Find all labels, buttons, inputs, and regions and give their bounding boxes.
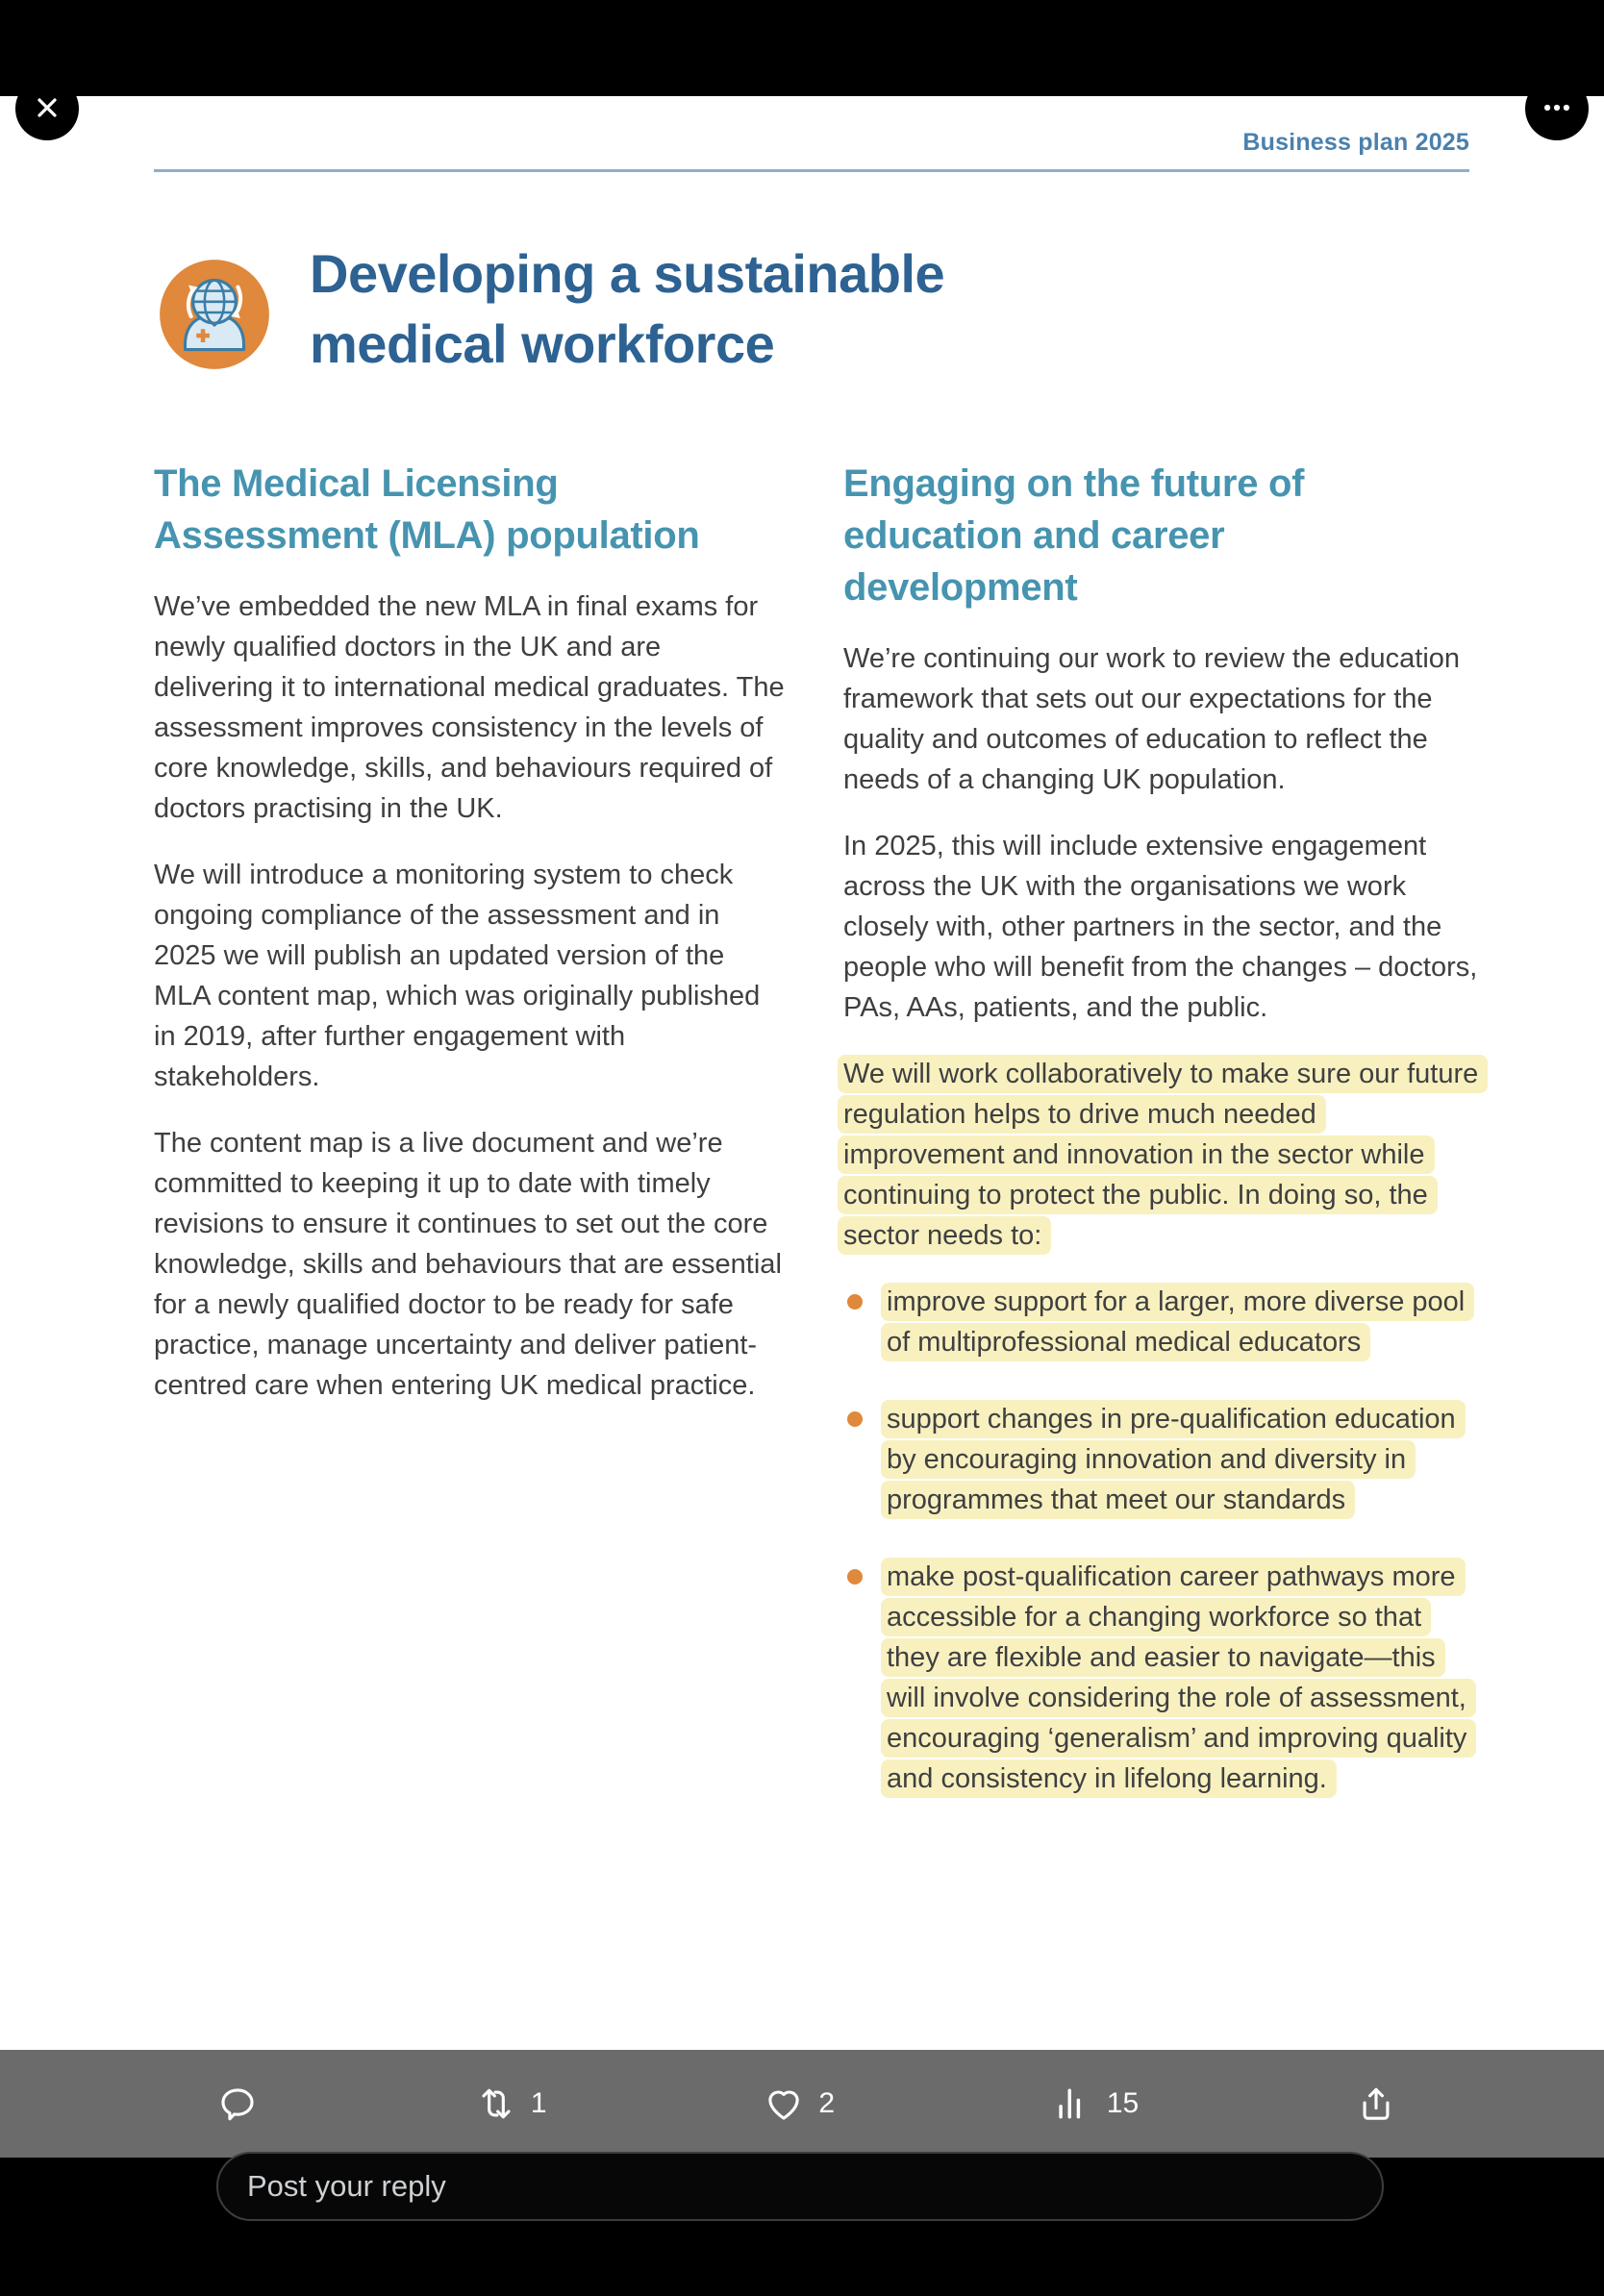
repost-button[interactable]	[475, 2083, 547, 2125]
document-header-label: Business plan 2025	[1242, 129, 1469, 156]
tweet-action-bar	[0, 2050, 1604, 2158]
views-button[interactable]	[1051, 2083, 1139, 2125]
heart-icon	[763, 2083, 805, 2125]
right-paragraph-2: In 2025, this will include extensive engagement across the UK with the organisations we work closely with, other partners in the sector, and the people who will benefit from the changes – doctors, PAs, AAs, patients, and the public.	[843, 831, 1478, 1023]
document-page	[0, 96, 1604, 2050]
right-paragraph-1: We’re continuing our work to review the education framework that sets out our expectations for the quality and outcomes of education to reflect the needs of a changing UK population.	[843, 643, 1461, 795]
list-item	[843, 1282, 1480, 1362]
like-count: 2	[818, 2087, 835, 2119]
right-column-heading: Engaging on the future of education and career development	[843, 462, 1305, 609]
reply-input[interactable]	[216, 2152, 1384, 2221]
column-left	[154, 458, 787, 1432]
bullet-dot	[847, 1411, 863, 1427]
share-icon	[1355, 2083, 1397, 2125]
left-paragraph-3: The content map is a live document and we’re committed to keeping it up to date with timely revisions to ensure it continues to set out the core knowledge, skills and behaviours that are essential for a newly qualified doctor to be ready for safe practice, manage uncertainty and deliver patient-centred care when entering UK medical practice.	[154, 1128, 782, 1401]
reply-button[interactable]	[216, 2083, 259, 2125]
list-item	[843, 1557, 1480, 1799]
bullet-text: make post-qualification career pathways more accessible for a changing workforce so that they are flexible and easier to navigate—this will involve considering the role of assessment, encouraging ‘generalism’ and improving quality and consistency in lifelong learning.	[881, 1558, 1476, 1798]
view-count: 15	[1106, 2087, 1140, 2119]
repost-count: 1	[530, 2087, 547, 2119]
left-paragraph-1: We’ve embedded the new MLA in final exams for newly qualified doctors in the UK and are delivering it to international medical graduates. The assessment improves consistency in the levels of core knowledge, skills, and behaviours required of doctors practising in the UK.	[154, 591, 785, 824]
like-button[interactable]	[763, 2083, 835, 2125]
column-right	[843, 458, 1480, 1835]
close-button[interactable]	[15, 77, 79, 140]
bullet-dot	[847, 1294, 863, 1310]
share-button[interactable]	[1355, 2083, 1397, 2125]
bullet-text: improve support for a larger, more diverse pool of multiprofessional medical educators	[881, 1283, 1474, 1361]
highlight-marker: We will work collaboratively to make sure our future regulation helps to drive much needed improvement and innovation in the sector while continuing to protect the public. In doing so, the sector needs to:	[838, 1055, 1488, 1255]
globe-person-icon	[152, 252, 277, 377]
bullet-list	[843, 1282, 1480, 1799]
views-chart-icon	[1051, 2083, 1093, 2125]
left-paragraph-2: We will introduce a monitoring system to check ongoing compliance of the assessment and in 2025 we will publish an updated version of the MLA content map, which was originally published in 2019, after further engagement with stakeholders.	[154, 860, 761, 1092]
header-rule	[154, 169, 1469, 172]
list-item	[843, 1399, 1480, 1520]
bullet-text: support changes in pre-qualification education by encouraging innovation and diversity in programmes that meet our standards	[881, 1400, 1466, 1519]
reply-icon	[216, 2083, 259, 2125]
repost-icon	[475, 2083, 517, 2125]
more-button[interactable]	[1525, 77, 1589, 140]
bullet-dot	[847, 1569, 863, 1585]
close-icon	[32, 92, 63, 126]
page-title: Developing a sustainable medical workforce	[310, 243, 945, 374]
left-column-heading: The Medical Licensing Assessment (MLA) population	[154, 462, 700, 557]
right-paragraph-highlighted	[843, 1054, 1480, 1256]
more-ellipsis-icon	[1541, 91, 1573, 127]
